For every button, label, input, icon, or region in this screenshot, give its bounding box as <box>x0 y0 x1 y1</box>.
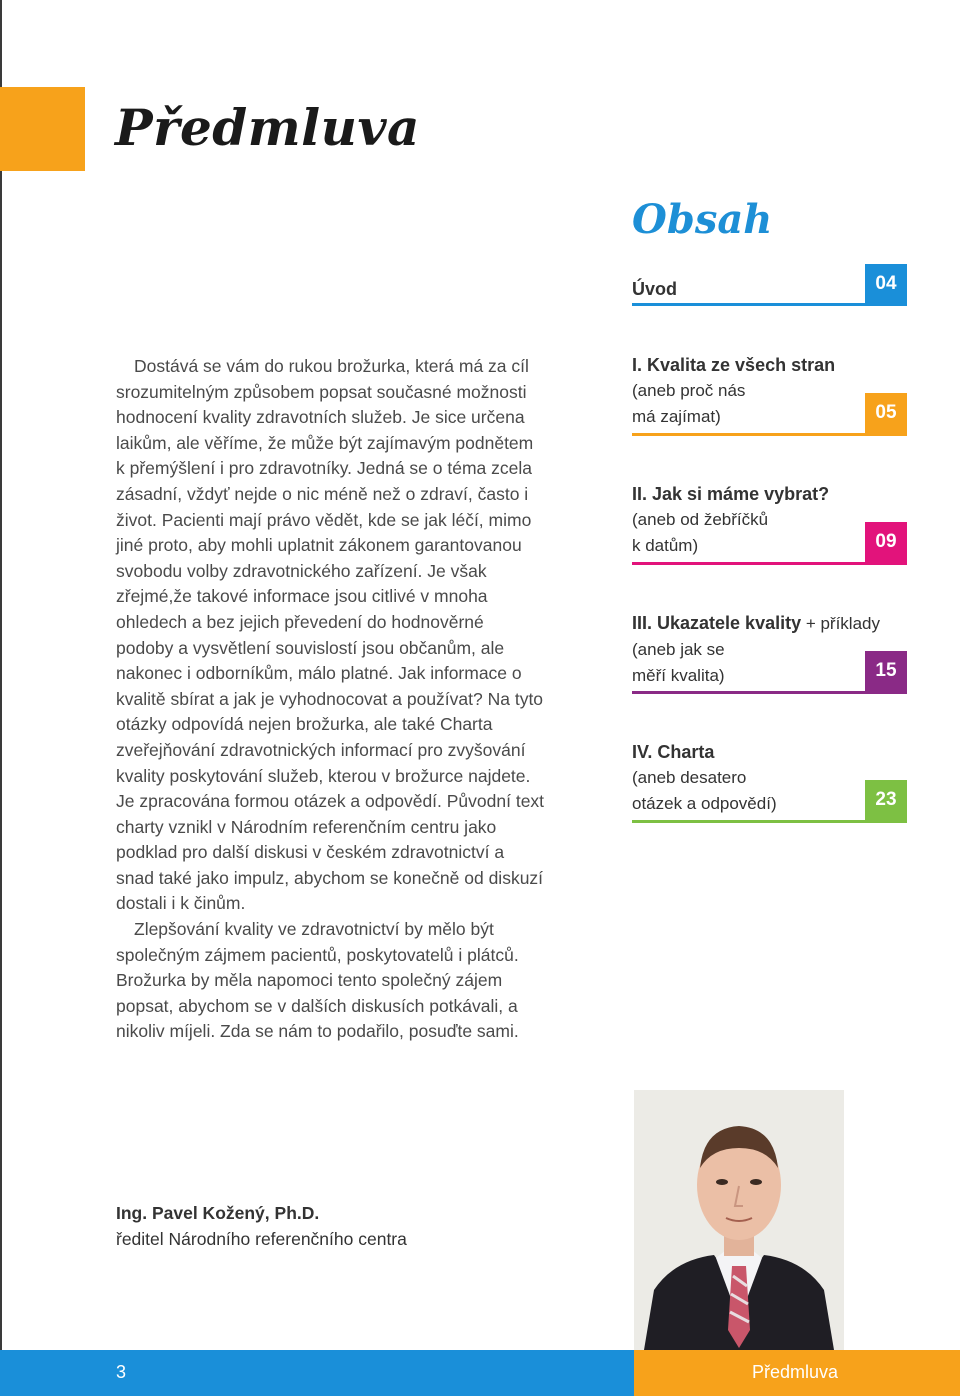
toc-entry-sub: (aneb proč nás <box>632 381 746 400</box>
toc-entry-heading: IV. Charta <box>632 742 715 762</box>
author-portrait-photo <box>634 1090 844 1350</box>
orange-accent-block <box>0 87 85 171</box>
toc-entry-heading-extra: + příklady <box>801 614 880 633</box>
toc-underline <box>632 433 907 436</box>
toc-entry-sub: (aneb jak se <box>632 640 725 659</box>
foreword-body <box>116 354 546 1045</box>
toc-entry-3[interactable] <box>632 610 907 694</box>
toc-page-badge: 04 <box>865 264 907 304</box>
toc-entry-sub: má zajímat) <box>632 407 721 426</box>
toc-entry-2[interactable] <box>632 481 907 565</box>
toc-page-badge: 23 <box>865 780 907 820</box>
page-number: 3 <box>116 1362 127 1382</box>
toc-entry-heading: Úvod <box>632 279 677 299</box>
signature <box>116 1201 407 1252</box>
left-edge-rule <box>0 0 2 1396</box>
toc-page-badge: 09 <box>865 522 907 562</box>
foreword-paragraph: Zlepšování kvality ve zdravotnictví by mělo být společným zájmem pacientů, poskytovatelů i plátců. Brožurka by měla napomoci tento společný zájem popsat, abychom se v dalších diskusích potkávali, a nikoliv míjeli. Zda se nám to podařilo, posuďte sami. <box>116 919 519 1042</box>
toc-entry-uvod[interactable] <box>632 264 907 306</box>
footer-bar-left <box>0 1350 634 1396</box>
toc-entry-heading: II. Jak si máme vybrat? <box>632 484 830 504</box>
toc-entry-1[interactable] <box>632 352 907 436</box>
toc-page-badge: 15 <box>865 651 907 691</box>
toc-entry-heading: I. Kvalita ze všech stran <box>632 355 836 375</box>
toc-underline <box>632 820 907 823</box>
toc-underline <box>632 562 907 565</box>
footer-section-label: Předmluva <box>752 1362 839 1382</box>
toc-underline <box>632 303 907 306</box>
toc-entry-sub: otázek a odpovědí) <box>632 794 777 813</box>
portrait-illustration <box>634 1090 844 1350</box>
toc-page-badge: 05 <box>865 393 907 433</box>
toc-entry-sub: (aneb od žebříčků <box>632 510 769 529</box>
toc-entry-sub: měří kvalita) <box>632 666 725 685</box>
signature-name: Ing. Pavel Kožený, Ph.D. <box>116 1203 320 1223</box>
toc-entry-sub: k datům) <box>632 536 699 555</box>
toc-title: Obsah <box>632 196 773 243</box>
toc-entry-sub: (aneb desatero <box>632 768 747 787</box>
signature-role: ředitel Národního referenčního centra <box>116 1228 407 1249</box>
foreword-paragraph: Dostává se vám do rukou brožurka, která má za cíl srozumitelným způsobem popsat současné možnosti hodnocení kvality zdravotních služeb. Je sice určena laikům, ale věříme, že může být zajímavým podnětem k přemýšlení i pro zdravotníky. Jedná se o téma zcela zásadní, vždyť nejde o nic méně než o zdraví, často i život. Pacienti mají právo vědět, kde se jak léčí, mimo jiné proto, aby mohli uplatnit zákonem garantovanou svobodu volby zdravotnického zařízení. Je však zřejmé,že takové informace jsou citlivé v mnoha ohledech a bez jejich převedení do hodnověrné podoby a vysvětlení souvislostí jsou občanům, ale nakonec i odborníkům, málo platné. Jak informace o kvalitě sbírat a jak je vyhodnocovat a používat? Na tyto otázky odpovídá nejen brožurka, ale také Charta zveřejňování zdravotnických informací pro zvyšování kvality poskytování služeb, kterou v brožurce najdete. Je zpracována formou otázek a odpovědí. Původní text charty vznikl v Národním referenčním centru jako podklad pro další diskusi v českém zdravotnictví a snad také jako impulz, abychom se konečně od diskuzí dostali i k činům. <box>116 356 545 914</box>
toc-entry-4[interactable] <box>632 739 907 823</box>
toc-underline <box>632 691 907 694</box>
toc-entry-heading: III. Ukazatele kvality + příklady <box>632 613 880 633</box>
page-title: Předmluva <box>115 98 420 157</box>
